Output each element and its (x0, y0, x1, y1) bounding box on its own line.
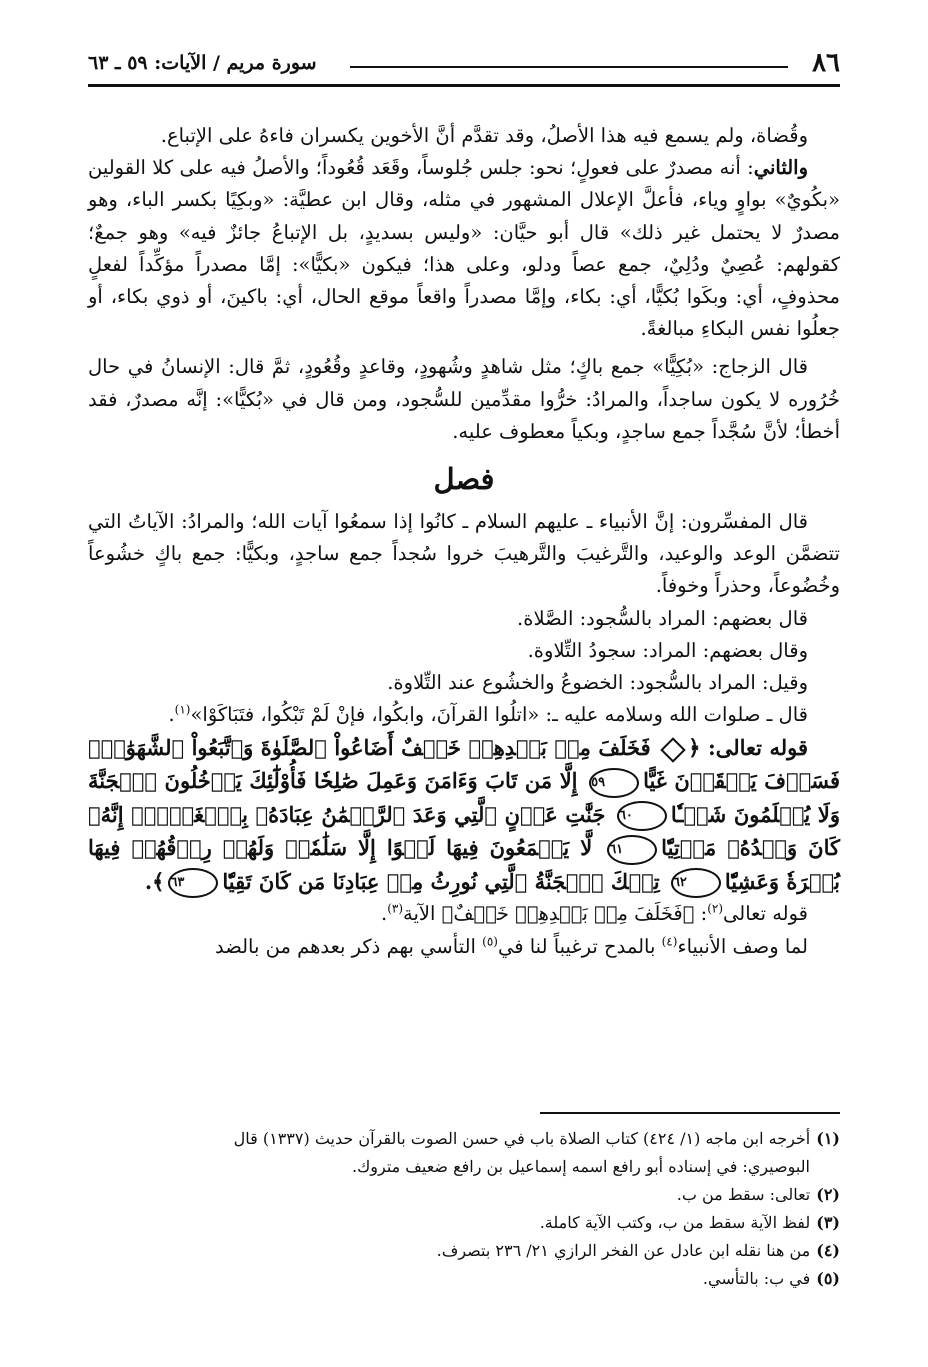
footnote-ref-1: (١) (174, 702, 191, 717)
quran-close: ﴾. (144, 868, 165, 894)
footnote-2 (88, 1181, 840, 1209)
footnote-ref-4: (٤) (661, 934, 678, 949)
footnotes (88, 1125, 840, 1293)
ayah-number-59: ٥٩ (589, 768, 639, 798)
paragraph-7: وقيل: المراد بالسُّجود: الخضوعُ والخشُوع عند التِّلاوة. (387, 671, 808, 695)
ayah-number-61: ٦١ (607, 835, 657, 865)
footnote-1-number: (١) (816, 1129, 840, 1148)
paragraph-10 (88, 931, 840, 963)
paragraph-9-text-a: قوله تعالى (723, 902, 808, 926)
quran-segment-1: فَخَلَفَ مِنۢ بَعۡدِهِمۡ خَلۡفٌ أَضَاعُواْ ٱلصَّلَوٰةَ وَٱتَّبَعُواْ ٱلشَّهَوَٰتِۖ فَسَوۡفَ يَلۡقَوۡنَ غَيًّا (88, 735, 840, 794)
paragraph-2-text: : أنه مصدرٌ على فعولٍ؛ نحو: جلس جُلوساً، وقَعَد قُعُوداً؛ والأصلُ فيه على كلا القولين «بكُويٌ» بواوٍ وياء، فأعلَّ الإعلال المشهور في مثله، وقال ابن عطيَّة: «وبكِيًا بكسر الباء، وهو مصدرٌ لا يحتمل غير ذلك» قال أبو حيَّان: «وليس بسديدٍ، بل الإتباعُ جائزٌ فيه» وهو جمعٌ؛ كقولهم: عُصِيٌ ودُلِيٌ، جمع عصاً ودلو، وعلى هذا؛ فيكون «بكيًّا»: إمَّا مصدراً مؤكِّداً لفعلٍ محذوفٍ، أي: وبكَوا بُكيًّا، أي: بكاء، وإمَّا مصدراً واقعاً موقع الحال، أي: باكينَ، أو ذوي بكاء، أو جعلُوا نفس البكاءِ مبالغةً. (88, 156, 840, 341)
paragraph-10-text-a: لما وصف الأنبياء (677, 934, 808, 958)
paragraph-9-text-c: . (380, 902, 388, 926)
ayah-number-62: ٦٢ (671, 868, 721, 898)
quran-segment-3: جَنَّٰتِ عَدۡنٍ ٱلَّتِي وَعَدَ ٱلرَّحۡمَٰنُ عِبَادَهُۥ بِٱلۡغَيۡبِۚ إِنَّهُۥ كَانَ وَعۡدُهُۥ مَأۡتِيّٗا (88, 801, 841, 861)
paragraph-3: قال الزجاج: «بُكِيًّا» جمع باكٍ؛ مثل شاهدٍ وشُهودٍ، وقاعدٍ وقُعُودٍ، ثمَّ قال: الإنسانُ في حال خُرُوره لا يكون ساجداً، والمرادُ: خرُّوا مقدِّمين للسُّجود، ومن قال في «بُكيًّا»: إنَّه مصدرٌ، فقد أخطأ؛ لأنَّ سُجَّداً جمع ساجدٍ، وبكياً معطوف عليه. (88, 355, 840, 443)
paragraph-5: قال بعضهم: المراد بالسُّجود: الصَّلاة. (517, 606, 808, 630)
paragraph-9-text-b: : ﴿فَخَلَفَ مِنۢ بَعۡدِهِمۡ خَلۡفٌ﴾ الآية (403, 902, 708, 926)
footnote-2-number: (٢) (816, 1185, 840, 1204)
paragraph-9 (88, 898, 840, 930)
paragraph-4: قال المفسِّرون: إنَّ الأنبياء ـ عليهم السلام ـ كانُوا إذا سمعُوا آيات الله؛ والمرادُ: الآياتُ التي تتضمَّن الوعد والوعيد، والتَّرغيبَ والتَّرهيبَ خروا سُجداً جمع ساجدٍ، وبكيًّا: جمع باكٍ خشُوعاً وخُضُوعاً، وحذراً وخوفاً. (88, 510, 840, 598)
footnote-ref-3: (٣) (387, 901, 404, 916)
footnote-5-number: (٥) (816, 1269, 840, 1288)
paragraph-6: وقال بعضهم: المراد: سجودُ التِّلاوة. (527, 638, 808, 662)
footnote-5-text: في ب: بالتأسي. (702, 1269, 811, 1288)
page-header (88, 46, 840, 80)
ayah-number-63: ٦٣ (168, 868, 218, 898)
footnote-separator (540, 1112, 840, 1114)
footnote-1-text: أخرجه ابن ماجه (١/ ٤٢٤) كتاب الصلاة باب في حسن الصوت بالقرآن حديث (١٣٣٧) قال (233, 1129, 811, 1148)
header-rule (88, 84, 840, 87)
main-text (88, 120, 840, 963)
section-heading: فصل (433, 462, 495, 497)
footnote-4 (88, 1237, 840, 1265)
paragraph-1: وقُضاة، ولم يسمع فيه هذا الأصلُ، وقد تقدَّم أنَّ الأخوين يكسران فاءهُ على الإتباع. (160, 124, 808, 147)
footnote-3-number: (٣) (816, 1213, 840, 1232)
quran-intro: قوله تعالى: ﴿ (688, 735, 809, 761)
paragraph-2-label: والثاني (753, 156, 808, 180)
ayah-number-60: ٦٠ (617, 801, 667, 831)
quran-segment-2: إِلَّا مَن تَابَ وَءَامَنَ وَعَمِلَ صَٰلِحٗا فَأُوْلَٰٓئِكَ يَدۡخُلُونَ ٱلۡجَنَّةَ وَلَا يُظۡلَمُونَ شَيۡـٔٗا (88, 768, 840, 827)
header-inner-rule (350, 66, 788, 68)
footnote-4-text: من هنا نقله ابن عادل عن الفخر الرازي ٢١/ ٢٣٦ بتصرف. (436, 1241, 811, 1260)
hadith-text: قال ـ صلوات الله وسلامه عليه ـ: «اتلُوا القرآنَ، وابكُوا، فإنْ لَمْ تَبْكُوا، فتَبَاكَوْا» (190, 703, 808, 727)
footnote-2-text: تعالى: سقط من ب. (676, 1185, 811, 1204)
quran-passage (88, 731, 840, 898)
paragraph-10-text-b: بالمدح ترغيباً لنا في (497, 934, 662, 958)
footnote-1 (88, 1125, 840, 1153)
hizb-ornament-icon (660, 737, 685, 762)
footnote-ref-5: (٥) (482, 934, 498, 949)
footnote-5 (88, 1265, 840, 1293)
quran-segment-4: لَّا يَسۡمَعُونَ فِيهَا لَغۡوًا إِلَّا سَلَٰمٗاۖ وَلَهُمۡ رِزۡقُهُمۡ فِيهَا بُكۡرَةٗ وَعَشِيّٗا (88, 835, 840, 894)
page-number: ٨٦ (812, 48, 840, 78)
footnote-4-number: (٤) (816, 1241, 840, 1260)
footnote-3 (88, 1209, 840, 1237)
paragraph-10-text-c: التأسي بهم ذكر بعدهم من بالضد (214, 934, 483, 958)
footnote-1-continued: البوصيري: في إسناده أبو رافع اسمه إسماعيل بن رافع ضعيف متروك. (351, 1157, 810, 1176)
footnote-3-text: لفظ الآية سقط من ب، وكتب الآية كاملة. (539, 1213, 811, 1232)
paragraph-8: قال ـ صلوات الله وسلامه عليه ـ: «اتلُوا القرآنَ، وابكُوا، فإنْ لَمْ تَبْكُوا، فتَبَاكَوْا»$^{(١)}$. (168, 702, 808, 727)
footnote-ref-2: (٢) (707, 901, 724, 916)
paragraph-2 (88, 152, 840, 345)
running-title: سورة مريم / الآيات: ٥٩ ـ ٦٣ (88, 52, 317, 74)
quran-segment-5: تِلۡكَ ٱلۡجَنَّةُ ٱلَّتِي نُورِثُ مِنۡ عِبَادِنَا مَن كَانَ تَقِيّٗا (222, 868, 660, 894)
